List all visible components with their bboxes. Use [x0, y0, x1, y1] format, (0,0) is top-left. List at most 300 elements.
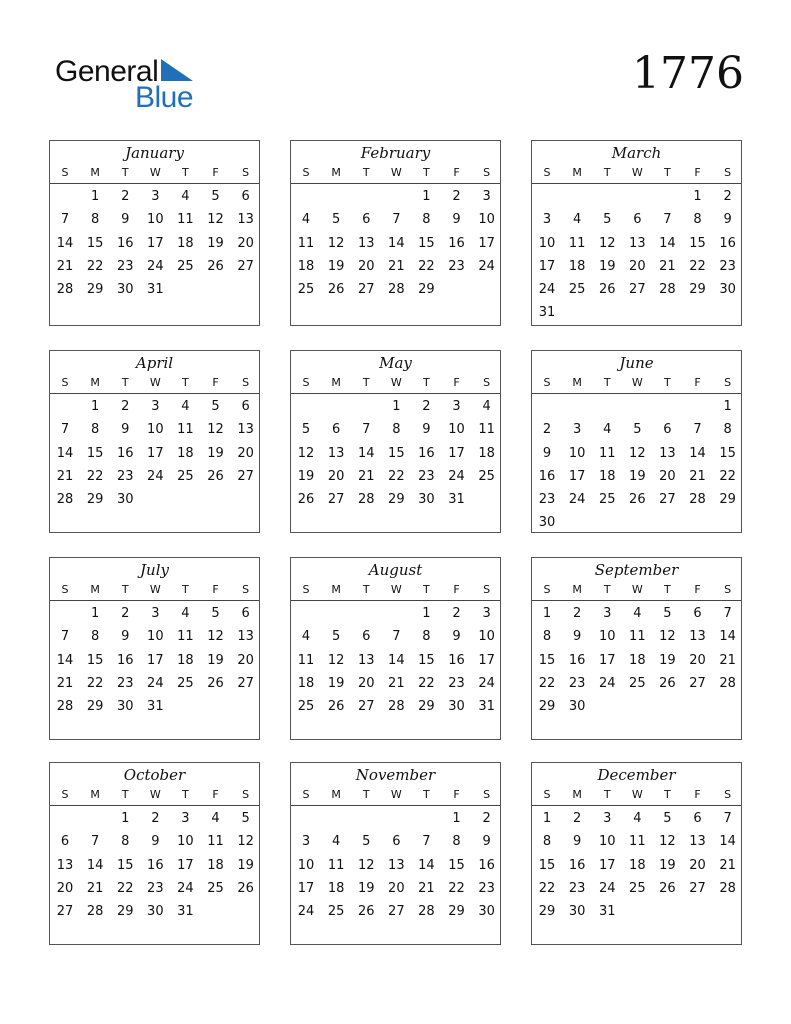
day-cell: 23 [116, 675, 134, 691]
day-cell: 18 [177, 235, 194, 251]
empty-cell [321, 395, 351, 418]
weekday-header: T [423, 788, 430, 801]
day-cell: 5 [663, 606, 672, 621]
day-cell: 2 [573, 606, 582, 621]
day-cell: 27 [237, 258, 254, 274]
month-name: November [355, 766, 436, 784]
day-cell: 20 [56, 880, 74, 896]
day-cell: 28 [719, 675, 736, 691]
day-cell: 1 [91, 189, 100, 204]
day-cell: 11 [177, 629, 194, 645]
day-cell: 19 [327, 258, 345, 274]
day-cell: 12 [297, 445, 315, 461]
day-cell: 13 [237, 212, 254, 228]
day-cell: 17 [598, 857, 616, 873]
day-cell: 21 [388, 675, 405, 691]
day-cell: 22 [418, 675, 435, 691]
weekday-header: S [242, 166, 250, 179]
day-cell: 3 [151, 399, 160, 414]
day-cell: 12 [598, 235, 616, 251]
day-grid [50, 184, 259, 301]
day-cell: 12 [207, 212, 224, 228]
day-cell: 25 [297, 699, 315, 715]
day-cell: 24 [177, 880, 194, 896]
day-cell: 6 [633, 212, 642, 228]
month-name: August [368, 561, 423, 579]
day-cell: 16 [116, 652, 134, 668]
day-cell: 18 [177, 652, 194, 668]
day-cell: 25 [568, 282, 586, 298]
day-cell: 28 [388, 699, 405, 715]
month-name: May [379, 354, 412, 372]
day-cell: 7 [91, 834, 100, 850]
day-cell: 7 [693, 422, 702, 438]
day-cell: 21 [388, 258, 405, 274]
day-cell: 7 [663, 212, 672, 228]
empty-cell [562, 395, 592, 418]
day-cell: 27 [689, 880, 706, 896]
day-cell: 1 [542, 606, 552, 621]
empty-cell [291, 395, 321, 418]
day-cell: 3 [181, 811, 190, 826]
day-cell: 15 [538, 652, 556, 668]
day-cell: 16 [418, 445, 435, 461]
day-cell: 20 [357, 675, 375, 691]
month-february [290, 140, 501, 326]
day-cell: 5 [211, 189, 220, 204]
month-september [531, 557, 742, 740]
empty-cell [291, 185, 321, 208]
day-cell: 18 [629, 652, 646, 668]
weekday-header: S [724, 583, 732, 596]
day-cell: 28 [659, 282, 676, 298]
weekday-header-row [291, 163, 500, 184]
day-cell: 28 [418, 904, 435, 920]
day-grid [50, 806, 259, 923]
day-cell: 22 [116, 880, 134, 896]
weekday-header: T [603, 376, 611, 389]
empty-cell [50, 602, 80, 625]
day-cell: 13 [237, 629, 254, 645]
day-cell: 22 [86, 468, 104, 484]
day-cell: 17 [478, 235, 495, 251]
weekday-header: S [483, 166, 491, 179]
day-cell: 6 [332, 422, 341, 438]
day-cell: 23 [568, 675, 586, 691]
empty-cell [351, 807, 381, 830]
day-cell: 11 [598, 445, 616, 461]
day-grid [50, 601, 259, 718]
day-cell: 26 [237, 880, 254, 896]
day-cell: 6 [241, 189, 250, 204]
day-cell: 1 [452, 811, 461, 826]
day-cell: 1 [91, 606, 100, 621]
day-cell: 1 [91, 399, 100, 414]
day-cell: 20 [689, 652, 706, 668]
weekday-header: M [572, 376, 582, 389]
day-cell: 16 [568, 652, 586, 668]
weekday-header-row [532, 373, 741, 394]
day-cell: 25 [478, 468, 495, 484]
day-cell: 19 [207, 235, 224, 251]
day-cell: 19 [629, 468, 646, 484]
month-august [290, 557, 501, 740]
weekday-header: F [212, 583, 219, 596]
day-cell: 16 [568, 857, 586, 873]
month-june [531, 350, 742, 533]
day-cell: 5 [332, 629, 341, 645]
empty-cell [321, 807, 351, 830]
empty-cell [351, 395, 381, 418]
day-cell: 15 [689, 235, 706, 251]
day-grid [532, 184, 741, 325]
empty-cell [592, 185, 622, 208]
weekday-header: S [483, 788, 491, 801]
day-cell: 2 [723, 189, 732, 204]
empty-cell [351, 602, 381, 625]
day-cell: 2 [121, 606, 130, 621]
brand-word-blue: Blue [135, 81, 194, 114]
weekday-header: T [121, 583, 129, 596]
day-cell: 29 [448, 904, 465, 920]
day-cell: 26 [207, 468, 224, 484]
day-cell: 6 [60, 834, 70, 850]
day-cell: 24 [147, 675, 164, 691]
day-cell: 9 [422, 422, 431, 438]
day-cell: 3 [151, 189, 160, 204]
day-cell: 15 [418, 235, 435, 251]
day-cell: 7 [60, 422, 70, 438]
day-cell: 25 [177, 468, 194, 484]
day-cell: 27 [357, 699, 375, 715]
day-cell: 12 [659, 834, 676, 850]
day-cell: 4 [181, 399, 190, 414]
day-cell: 12 [327, 235, 345, 251]
day-cell: 15 [538, 857, 556, 873]
weekday-header: S [61, 788, 69, 801]
day-cell: 23 [116, 258, 134, 274]
day-cell: 14 [719, 834, 736, 850]
month-january [49, 140, 260, 326]
day-grid [50, 394, 259, 511]
day-cell: 12 [629, 445, 646, 461]
day-cell: 10 [538, 235, 556, 251]
day-cell: 16 [147, 857, 164, 873]
month-july [49, 557, 260, 740]
day-cell: 5 [241, 811, 250, 826]
day-cell: 8 [91, 422, 100, 438]
day-cell: 25 [629, 675, 646, 691]
day-cell: 31 [147, 699, 164, 715]
day-cell: 17 [598, 652, 616, 668]
day-cell: 3 [542, 212, 552, 228]
day-cell: 25 [207, 880, 224, 896]
day-cell: 25 [297, 282, 315, 298]
day-cell: 18 [177, 445, 194, 461]
weekday-header: W [149, 376, 161, 389]
weekday-header: W [631, 166, 643, 179]
weekday-header: S [483, 583, 491, 596]
empty-cell [562, 185, 592, 208]
day-cell: 13 [689, 834, 706, 850]
day-cell: 4 [603, 422, 612, 438]
weekday-header-row [532, 785, 741, 806]
day-cell: 26 [207, 675, 224, 691]
weekday-header: W [390, 376, 402, 389]
weekday-header: M [90, 788, 100, 801]
day-cell: 24 [147, 468, 164, 484]
day-cell: 19 [237, 857, 254, 873]
day-cell: 13 [327, 445, 345, 461]
day-cell: 25 [177, 675, 194, 691]
weekday-header: S [724, 376, 732, 389]
day-cell: 8 [91, 629, 100, 645]
day-cell: 13 [659, 445, 676, 461]
day-cell: 27 [237, 468, 254, 484]
day-cell: 21 [418, 880, 435, 896]
day-cell: 19 [357, 880, 375, 896]
day-cell: 21 [659, 258, 676, 274]
weekday-header: W [631, 583, 643, 596]
day-cell: 12 [237, 834, 254, 850]
day-cell: 23 [719, 258, 736, 274]
day-cell: 18 [207, 857, 224, 873]
day-cell: 20 [629, 258, 646, 274]
day-cell: 17 [297, 880, 315, 896]
weekday-header: F [212, 166, 219, 179]
weekday-header: S [302, 166, 310, 179]
day-cell: 16 [478, 857, 495, 873]
day-cell: 13 [237, 422, 254, 438]
day-cell: 3 [603, 606, 612, 621]
day-cell: 23 [448, 258, 465, 274]
brand-logo [55, 55, 205, 115]
weekday-header: F [453, 376, 460, 389]
day-cell: 20 [357, 258, 375, 274]
weekday-header: F [453, 583, 460, 596]
day-cell: 8 [723, 422, 732, 438]
weekday-header: W [631, 788, 643, 801]
day-cell: 15 [388, 445, 405, 461]
day-cell: 26 [327, 282, 345, 298]
day-cell: 9 [452, 212, 461, 228]
weekday-header-row [532, 580, 741, 601]
day-cell: 30 [116, 492, 134, 508]
day-cell: 21 [719, 857, 736, 873]
day-cell: 11 [629, 629, 646, 645]
day-cell: 15 [86, 652, 104, 668]
day-grid [532, 394, 741, 535]
weekday-header: T [423, 376, 430, 389]
day-cell: 11 [629, 834, 646, 850]
day-cell: 9 [121, 422, 130, 438]
weekday-header: T [603, 166, 611, 179]
day-cell: 15 [418, 652, 435, 668]
empty-cell [622, 185, 652, 208]
day-cell: 6 [362, 629, 371, 645]
day-cell: 30 [568, 904, 586, 920]
empty-cell [592, 395, 622, 418]
day-cell: 27 [629, 282, 646, 298]
day-cell: 23 [568, 880, 586, 896]
day-cell: 10 [147, 212, 164, 228]
weekday-header: T [423, 166, 430, 179]
day-cell: 3 [573, 422, 582, 438]
day-cell: 26 [327, 699, 345, 715]
day-cell: 10 [147, 629, 164, 645]
day-cell: 2 [121, 189, 130, 204]
month-name: February [360, 144, 431, 162]
day-cell: 5 [633, 422, 642, 438]
day-cell: 4 [181, 606, 190, 621]
calendar-year: 1776 [632, 48, 744, 99]
day-cell: 30 [719, 282, 736, 298]
day-cell: 15 [116, 857, 134, 873]
weekday-header: T [121, 788, 129, 801]
weekday-header-row [291, 785, 500, 806]
day-cell: 30 [568, 699, 586, 715]
day-cell: 22 [448, 880, 465, 896]
day-cell: 2 [573, 811, 582, 826]
month-march [531, 140, 742, 326]
day-cell: 8 [693, 212, 702, 228]
day-cell: 8 [422, 629, 431, 645]
day-cell: 30 [538, 515, 556, 531]
day-cell: 24 [478, 258, 495, 274]
day-cell: 2 [422, 399, 431, 414]
weekday-header: W [631, 376, 643, 389]
day-cell: 9 [573, 629, 582, 645]
day-cell: 22 [719, 468, 736, 484]
month-april [49, 350, 260, 533]
day-cell: 17 [147, 652, 164, 668]
weekday-header: T [182, 166, 189, 179]
day-cell: 15 [448, 857, 465, 873]
day-cell: 19 [207, 445, 224, 461]
day-cell: 6 [241, 606, 250, 621]
day-cell: 19 [297, 468, 315, 484]
day-cell: 22 [538, 880, 556, 896]
day-cell: 29 [86, 282, 104, 298]
day-cell: 6 [392, 834, 401, 850]
empty-cell [50, 395, 80, 418]
weekday-header: S [543, 166, 551, 179]
day-cell: 31 [448, 492, 465, 508]
day-cell: 30 [418, 492, 435, 508]
month-name: September [594, 561, 679, 579]
day-cell: 19 [207, 652, 224, 668]
day-cell: 13 [357, 235, 375, 251]
weekday-header: T [603, 583, 611, 596]
weekday-header: T [664, 376, 671, 389]
day-cell: 30 [116, 282, 134, 298]
day-cell: 1 [392, 399, 401, 414]
day-cell: 16 [116, 235, 134, 251]
day-cell: 13 [56, 857, 74, 873]
day-cell: 20 [388, 880, 405, 896]
day-cell: 16 [719, 235, 736, 251]
weekday-header-row [50, 580, 259, 601]
day-cell: 29 [86, 699, 104, 715]
day-cell: 24 [478, 675, 495, 691]
day-cell: 28 [357, 492, 375, 508]
day-cell: 2 [452, 606, 461, 621]
weekday-header: S [724, 788, 732, 801]
day-cell: 10 [177, 834, 194, 850]
weekday-header: M [331, 376, 341, 389]
weekday-header: S [242, 376, 250, 389]
weekday-header: T [121, 376, 129, 389]
day-cell: 14 [56, 445, 74, 461]
day-cell: 20 [327, 468, 345, 484]
weekday-header: S [302, 583, 310, 596]
day-cell: 29 [719, 492, 736, 508]
day-cell: 9 [121, 629, 130, 645]
day-cell: 21 [719, 652, 736, 668]
month-november [290, 762, 501, 945]
day-cell: 10 [448, 422, 465, 438]
day-cell: 20 [237, 445, 254, 461]
weekday-header-row [50, 373, 259, 394]
weekday-header-row [291, 373, 500, 394]
weekday-header: S [61, 166, 69, 179]
weekday-header: M [90, 376, 100, 389]
day-cell: 9 [723, 212, 732, 228]
day-cell: 4 [633, 811, 642, 826]
day-cell: 31 [177, 904, 194, 920]
weekday-header: M [90, 166, 100, 179]
day-cell: 1 [542, 811, 552, 826]
day-cell: 12 [207, 422, 224, 438]
day-cell: 16 [448, 235, 465, 251]
day-cell: 21 [689, 468, 706, 484]
day-cell: 8 [91, 212, 100, 228]
day-cell: 18 [478, 445, 495, 461]
day-cell: 14 [86, 857, 104, 873]
weekday-header: M [331, 583, 341, 596]
weekday-header: T [121, 166, 129, 179]
day-cell: 17 [478, 652, 495, 668]
day-cell: 11 [297, 652, 315, 668]
day-cell: 20 [237, 652, 254, 668]
day-cell: 6 [693, 606, 702, 621]
day-cell: 14 [388, 652, 405, 668]
day-cell: 17 [147, 445, 164, 461]
day-cell: 24 [598, 880, 616, 896]
day-cell: 23 [418, 468, 435, 484]
weekday-header: T [362, 583, 370, 596]
empty-cell [532, 185, 562, 208]
day-cell: 25 [327, 904, 345, 920]
day-cell: 9 [151, 834, 160, 850]
day-cell: 14 [388, 235, 405, 251]
month-name: April [135, 354, 174, 372]
day-cell: 20 [237, 235, 254, 251]
day-cell: 2 [121, 399, 130, 414]
day-cell: 22 [388, 468, 405, 484]
empty-cell [532, 395, 562, 418]
empty-cell [381, 807, 411, 830]
day-cell: 26 [207, 258, 224, 274]
day-cell: 29 [538, 904, 556, 920]
day-cell: 13 [629, 235, 646, 251]
weekday-header: F [694, 376, 701, 389]
day-cell: 14 [357, 445, 375, 461]
day-cell: 6 [241, 399, 250, 414]
day-cell: 24 [568, 492, 586, 508]
day-cell: 24 [538, 282, 556, 298]
day-cell: 15 [719, 445, 736, 461]
